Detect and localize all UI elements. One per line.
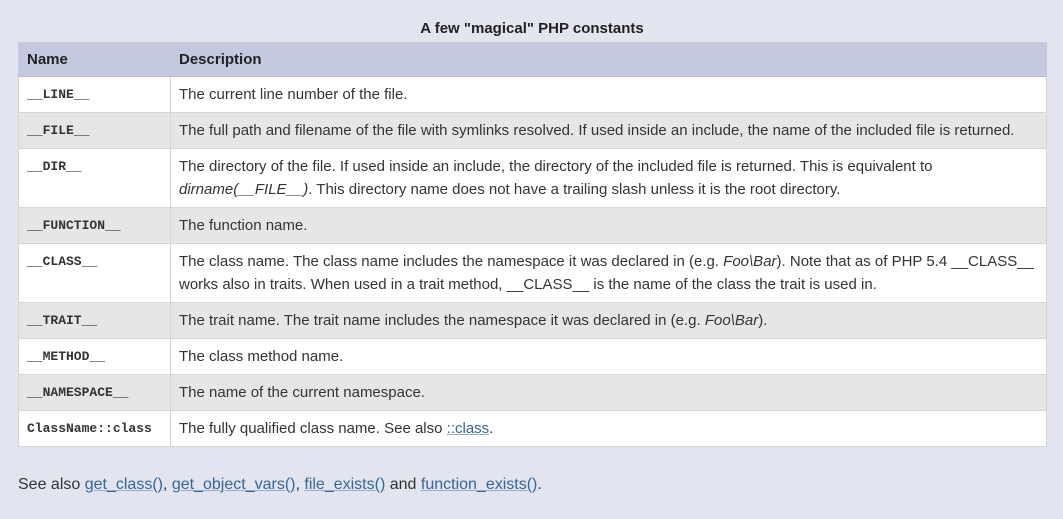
code-reference: dirname(__FILE__) (179, 181, 309, 198)
table-row (19, 375, 1047, 411)
code-reference: Foo\Bar (723, 253, 777, 270)
see-also-prefix: See also (18, 476, 85, 493)
see-also-separator: and (385, 476, 421, 493)
description-text: . (489, 420, 494, 437)
column-header-name: Name (19, 43, 171, 77)
constant-description (171, 113, 1047, 149)
see-also-line (18, 476, 542, 494)
constant-description (171, 303, 1047, 339)
constant-description (171, 375, 1047, 411)
description-text: ). (758, 312, 768, 329)
see-also-links (85, 476, 542, 493)
constant-name: ClassName::class (19, 411, 171, 447)
description-text: . This directory name does not have a trailing slash unless it is the root directory. (308, 181, 841, 198)
see-also-separator: , (295, 476, 305, 493)
description-text: The class name. The class name includes the namespace it was declared in (e.g. (179, 253, 724, 270)
description-text: The current line number of the file. (179, 86, 408, 103)
see-also-link[interactable]: get_class() (84, 476, 163, 493)
table-row (19, 113, 1047, 149)
see-also-link[interactable]: file_exists() (304, 476, 386, 493)
table-body (19, 77, 1047, 447)
constant-description (171, 339, 1047, 375)
constant-description (171, 77, 1047, 113)
description-text: The fully qualified class name. See also (179, 420, 447, 437)
table-row (19, 303, 1047, 339)
see-also-link[interactable]: function_exists() (420, 476, 538, 493)
table-header-row (19, 43, 1047, 77)
table-row (19, 339, 1047, 375)
see-also-separator: , (162, 476, 172, 493)
constant-description (171, 149, 1047, 208)
table-row (19, 208, 1047, 244)
description-text: The class method name. (179, 348, 344, 365)
constant-name: __TRAIT__ (19, 303, 171, 339)
constant-name: __CLASS__ (19, 244, 171, 303)
description-text: The trait name. The trait name includes the namespace it was declared in (e.g. (179, 312, 705, 329)
class-keyword-link[interactable]: ::class (446, 420, 490, 437)
code-reference: Foo\Bar (704, 312, 759, 329)
constant-name: __LINE__ (19, 77, 171, 113)
description-text: The directory of the file. If used inside an include, the directory of the included file is returned. This is equivalent to (179, 158, 933, 175)
description-text: The full path and filename of the file with symlinks resolved. If used inside an include, the name of the included file is returned. (179, 122, 1015, 139)
constant-name: __FUNCTION__ (19, 208, 171, 244)
table-row (19, 244, 1047, 303)
description-text: The name of the current namespace. (179, 384, 425, 401)
constant-description (171, 244, 1047, 303)
column-header-description: Description (171, 43, 1047, 77)
constant-name: __FILE__ (19, 113, 171, 149)
table-row (19, 411, 1047, 447)
see-also-link[interactable]: get_object_vars() (171, 476, 296, 493)
constant-description (171, 411, 1047, 447)
table-row (19, 149, 1047, 208)
table-row (19, 77, 1047, 113)
constant-name: __NAMESPACE__ (19, 375, 171, 411)
constant-name: __METHOD__ (19, 339, 171, 375)
description-text: The function name. (179, 217, 308, 234)
see-also-separator: . (537, 476, 542, 493)
magic-constants-table (18, 42, 1047, 447)
table-caption: A few "magical" PHP constants (420, 20, 644, 37)
constant-name: __DIR__ (19, 149, 171, 208)
constant-description (171, 208, 1047, 244)
description-text: ). Note that as of PHP 5.4 __CLASS__ works also in traits. When used in a trait method, __CLASS__ is the name of the class the trait is used in. (179, 253, 1034, 293)
